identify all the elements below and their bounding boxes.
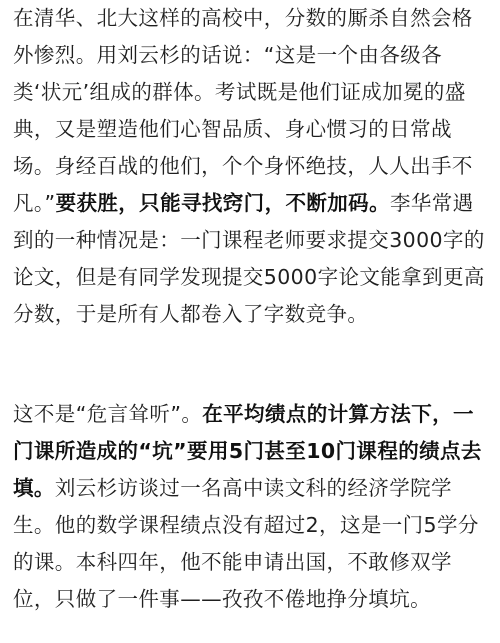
paragraph-2-text-b: 刘云杉访谈过一名高中读文科的经济学院学生。他的数学课程绩点没有超过2，这是一门5学分的课。本科四年，他不能申请出国，不敢修双学位，只做了一件事——孜孜不倦地挣分填坑。 — [13, 476, 479, 611]
paragraph-1-text-a: 在清华、北大这样的高校中，分数的厮杀自然会格外惨烈。用刘云杉的话说：“这是一个由各级各类‘状元’组成的群体。考试既是他们证成加冕的盛典，又是塑造他们心智品质、身心惯习的日常战场。身经百战的他们，个个身怀绝技，人人出手不凡。” — [13, 6, 473, 215]
article-paragraph-1 — [13, 0, 489, 333]
paragraph-2-bold-text: 在平均绩点的计算方法下，一门课所造成的“坑”要用5门甚至10门课程的绩点去填。 — [13, 402, 482, 500]
paragraph-2-text-a: 这不是“危言耸听”。 — [13, 402, 203, 426]
paragraph-1-text-b: 李华常遇到的一种情况是：一门课程老师要求提交3000字的论文，但是有同学发现提交5000字论文能拿到更高分数，于是所有人都卷入了字数竞争。 — [13, 191, 485, 326]
article-paragraph-2 — [13, 396, 489, 618]
paragraph-1-bold-text: 要获胜，只能寻找窍门，不断加码。 — [55, 191, 390, 215]
